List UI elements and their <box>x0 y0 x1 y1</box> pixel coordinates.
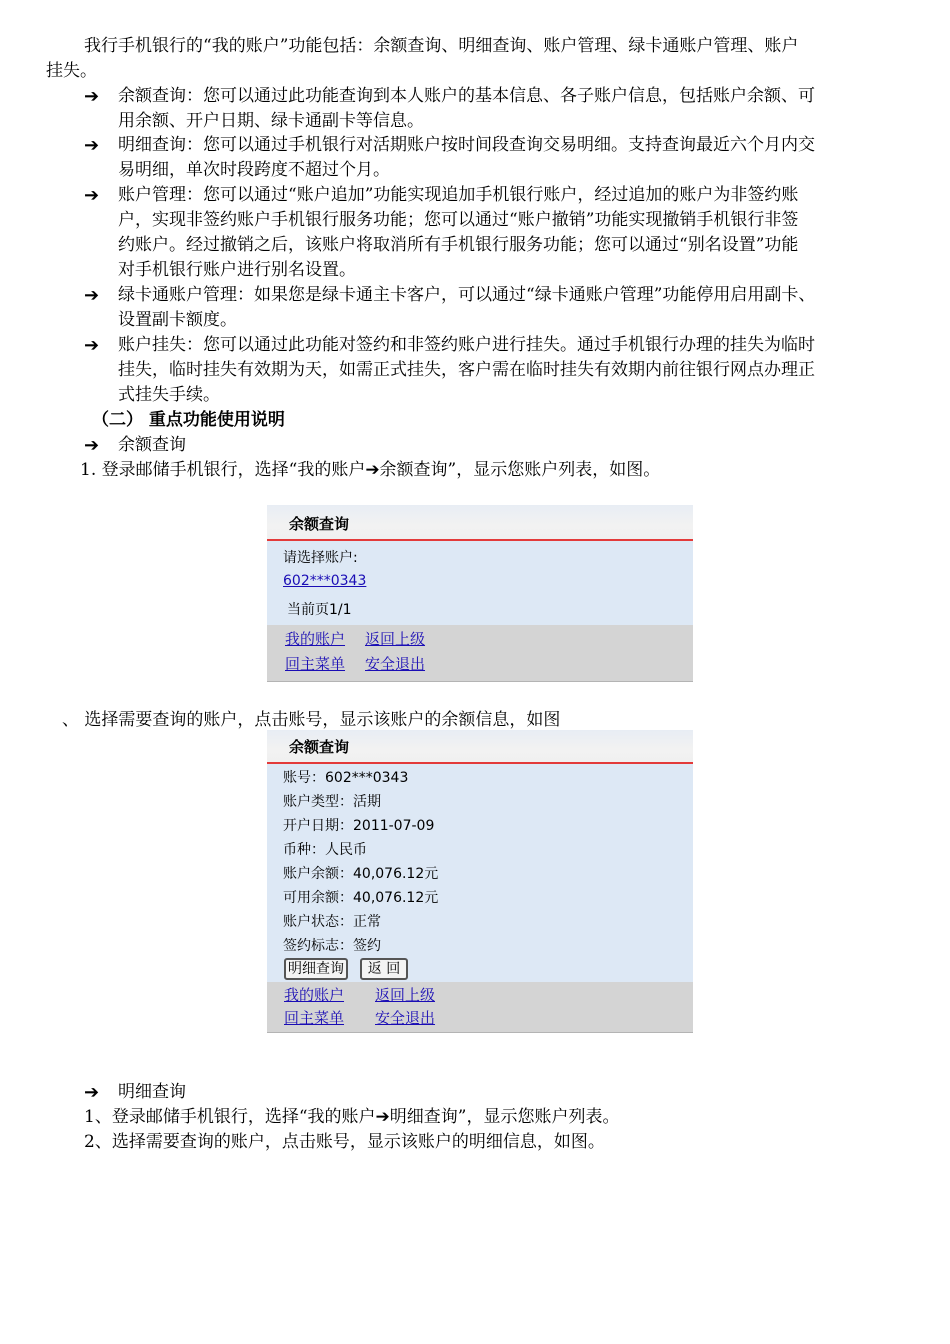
feature-line: 绿卡通账户管理：如果您是绿卡通主卡客户，可以通过“绿卡通账户管理”功能停用启用副卡、 <box>118 285 816 305</box>
balance-query-screen <box>267 505 693 682</box>
main-menu-link[interactable]: 回主菜单 <box>284 1009 345 1027</box>
my-account-link[interactable]: 我的账户 <box>284 986 345 1004</box>
step-2: 、 选择需要查询的账户，点击账号，显示该账户的余额信息，如图 <box>62 710 561 730</box>
arrow-icon: ➔ <box>84 1082 100 1103</box>
arrow-icon: ➔ <box>84 285 100 306</box>
account-number: 账号：602***0343 <box>283 770 409 786</box>
feature-loss-report <box>118 333 928 408</box>
currency: 币种：人民币 <box>283 842 367 858</box>
account-balance: 账户余额：40,076.12元 <box>283 866 439 882</box>
main-menu-link[interactable]: 回主菜单 <box>285 655 346 673</box>
back-button[interactable]: 返 回 <box>360 958 408 980</box>
arrow-icon: ➔ <box>84 135 100 156</box>
arrow-icon: ➔ <box>84 435 100 456</box>
step-1: 1. 登录邮储手机银行，选择“我的账户➔余额查询”，显示您账户列表，如图。 <box>80 460 661 480</box>
feature-account-management <box>118 183 928 283</box>
feature-line: 约账户。经过撤销之后，该账户将取消所有手机银行服务功能；您可以通过“别名设置”功能 <box>118 235 799 255</box>
select-account-prompt: 请选择账户: <box>283 550 358 566</box>
detail-query-button[interactable]: 明细查询 <box>284 958 348 980</box>
signing-flag: 签约标志：签约 <box>283 938 381 954</box>
feature-line: 对手机银行账户进行别名设置。 <box>118 260 356 280</box>
arrow-icon: ➔ <box>84 185 100 206</box>
feature-line: 账户挂失：您可以通过此功能对签约和非签约账户进行挂失。通过手机银行办理的挂失为临时 <box>118 335 815 355</box>
feature-detail <box>118 133 928 183</box>
intro-line-2: 挂失。 <box>46 61 97 81</box>
balance-detail-screen <box>267 730 693 1033</box>
open-date: 开户日期：2011-07-09 <box>283 818 435 834</box>
detail-step-2: 2、选择需要查询的账户，点击账号，显示该账户的明细信息，如图。 <box>84 1132 605 1152</box>
feature-line: 用余额、开户日期、绿卡通副卡等信息。 <box>118 111 424 131</box>
arrow-icon: ➔ <box>84 86 100 107</box>
page-indicator: 当前页1/1 <box>287 602 352 618</box>
feature-line: 余额查询：您可以通过此功能查询到本人账户的基本信息、各子账户信息，包括账户余额、可 <box>118 86 815 106</box>
screen-title: 余额查询 <box>267 730 693 764</box>
available-balance: 可用余额：40,076.12元 <box>283 890 439 906</box>
feature-line: 账户管理：您可以通过“账户追加”功能实现追加手机银行账户，经过追加的账户为非签约账 <box>118 185 799 205</box>
feature-line: 易明细，单次时段跨度不超过个月。 <box>118 160 390 180</box>
feature-line: 明细查询：您可以通过手机银行对活期账户按时间段查询交易明细。支持查询最近六个月内交 <box>118 135 815 155</box>
safe-exit-link[interactable]: 安全退出 <box>365 655 426 673</box>
intro-line-1: 我行手机银行的“我的账户”功能包括：余额查询、明细查询、账户管理、绿卡通账户管理、账户 <box>84 36 799 56</box>
my-account-link[interactable]: 我的账户 <box>285 630 346 648</box>
detail-step-1: 1、登录邮储手机银行，选择“我的账户➔明细查询”，显示您账户列表。 <box>84 1107 620 1127</box>
back-link[interactable]: 返回上级 <box>375 986 436 1004</box>
safe-exit-link[interactable]: 安全退出 <box>375 1009 436 1027</box>
screen-title: 余额查询 <box>267 505 693 541</box>
screen-footer <box>267 982 693 1032</box>
feature-line: 户，实现非签约账户手机银行服务功能；您可以通过“账户撤销”功能实现撤销手机银行非签 <box>118 210 799 230</box>
balance-heading: 余额查询 <box>118 435 186 455</box>
detail-heading: 明细查询 <box>118 1082 186 1102</box>
feature-line: 挂失，临时挂失有效期为天，如需正式挂失，客户需在临时挂失有效期内前往银行网点办理正 <box>118 360 815 380</box>
arrow-icon: ➔ <box>84 335 100 356</box>
feature-green-card <box>118 283 928 333</box>
section-heading: （二） 重点功能使用说明 <box>92 410 285 430</box>
screen-footer <box>267 625 693 681</box>
feature-line: 设置副卡额度。 <box>118 310 237 330</box>
back-link[interactable]: 返回上级 <box>365 630 426 648</box>
account-status: 账户状态：正常 <box>283 914 381 930</box>
account-link[interactable]: 602***0343 <box>283 573 367 589</box>
feature-balance <box>118 84 928 134</box>
account-type: 账户类型：活期 <box>283 794 381 810</box>
feature-line: 式挂失手续。 <box>118 385 220 405</box>
